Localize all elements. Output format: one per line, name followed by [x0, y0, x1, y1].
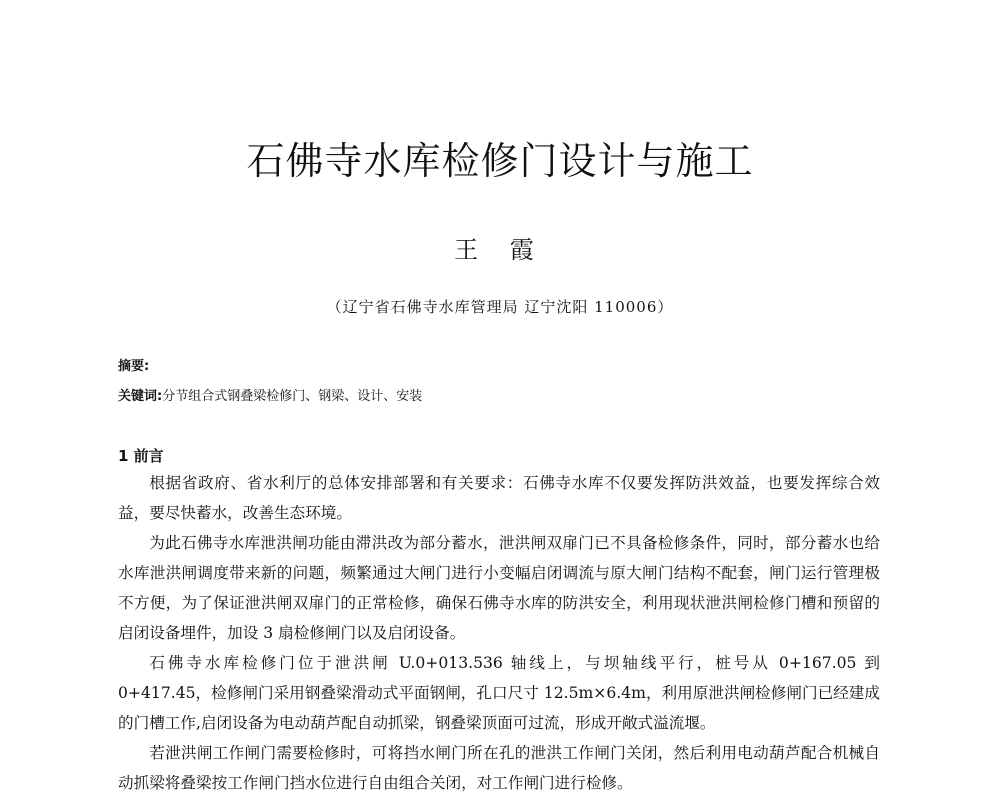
- section-heading: 1 前言: [118, 447, 164, 465]
- author-affiliation: （辽宁省石佛寺水库管理局 辽宁沈阳 110006）: [326, 298, 674, 316]
- body-paragraph: 若泄洪闸工作闸门需要检修时，可将挡水闸门所在孔的泄洪工作闸门关闭，然后利用电动葫芦配合机械自动抓梁将叠梁按工作闸门挡水位进行自由组合关闭，对工作闸门进行检修。: [118, 744, 880, 792]
- author-name: 王 霞: [454, 236, 546, 264]
- abstract-line: [118, 355, 149, 374]
- keywords-label: 关键词:: [118, 389, 163, 404]
- body-paragraph: 根据省政府、省水利厅的总体安排部署和有关要求：石佛寺水库不仅要发挥防洪效益，也要发挥综合效益，要尽快蓄水，改善生态环境。: [118, 474, 880, 522]
- keywords-line: [118, 385, 422, 404]
- paper-title: 石佛寺水库检修门设计与施工: [246, 139, 754, 183]
- body-paragraph: 为此石佛寺水库泄洪闸功能由滞洪改为部分蓄水，泄洪闸双扉门已不具备检修条件，同时，部分蓄水也给水库泄洪闸调度带来新的问题，频繁通过大闸门进行小变幅启闭调流与原大闸门结构不配套，闸门运行管理极不方便，为了保证泄洪闸双扉门的正常检修，确保石佛寺水库的防洪安全，利用现状泄洪闸检修门槽和预留的启闭设备埋件，加设 3 扇检修闸门以及启闭设备。: [118, 534, 880, 642]
- keywords-text: 分节组合式钢叠梁检修门、钢梁、设计、安装: [162, 389, 423, 404]
- abstract-label: 摘要:: [118, 359, 150, 374]
- body-paragraph: 石佛寺水库检修门位于泄洪闸 U.0+013.536 轴线上，与坝轴线平行，桩号从 0+167.05 到 0+417.45，检修闸门采用钢叠梁滑动式平面钢闸，孔口尺寸 12.5m×6.4m，利用原泄洪闸检修闸门已经建成的门槽工作,启闭设备为电动葫芦配自动抓梁，钢叠梁顶面可过流，形成开敞式溢流堰。: [118, 654, 880, 732]
- section-body: [118, 468, 880, 798]
